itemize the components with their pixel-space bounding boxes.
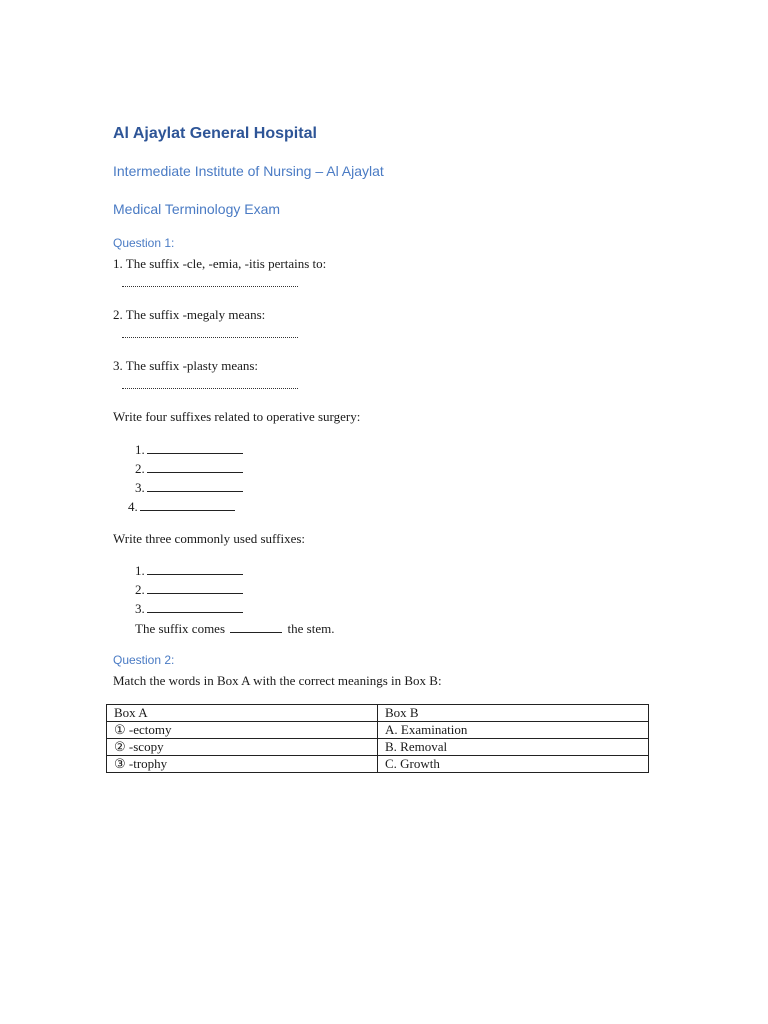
question1-heading: Question 1: [113, 236, 175, 250]
operative-item-number: 4. [128, 499, 138, 514]
institute-title: Intermediate Institute of Nursing – Al Ajaylat [113, 163, 384, 179]
table-header-row [107, 705, 649, 722]
table-row [107, 722, 649, 739]
blank-line[interactable] [147, 601, 243, 613]
answer-line-1[interactable] [122, 286, 298, 287]
answer-line-2[interactable] [122, 337, 298, 338]
blank-line[interactable] [147, 442, 243, 454]
common-item-number: 3. [135, 601, 145, 616]
box-b-cell: A. Examination [378, 722, 649, 739]
box-a-cell: ① -ectomy [107, 722, 378, 739]
operative-prompt: Write four suffixes related to operative surgery: [113, 409, 361, 424]
operative-item-4[interactable] [128, 499, 235, 515]
blank-line[interactable] [147, 480, 243, 492]
operative-item-1[interactable] [135, 442, 243, 458]
operative-item-number: 1. [135, 442, 145, 457]
common-item-2[interactable] [135, 582, 243, 598]
blank-line[interactable] [147, 563, 243, 575]
exam-title: Medical Terminology Exam [113, 201, 281, 217]
question1-item-1: 1. The suffix -cle, -emia, -itis pertains to: [113, 256, 327, 271]
question2-heading: Question 2: [113, 653, 175, 667]
common-item-number: 1. [135, 563, 145, 578]
table-row [107, 739, 649, 756]
operative-item-number: 3. [135, 480, 145, 495]
box-b-header: Box B [378, 705, 649, 722]
question1-item-2: 2. The suffix -megaly means: [113, 307, 266, 322]
box-a-cell: ③ -trophy [107, 756, 378, 773]
stem-sentence [135, 621, 334, 637]
operative-item-2[interactable] [135, 461, 243, 477]
common-item-1[interactable] [135, 563, 243, 579]
box-a-cell: ② -scopy [107, 739, 378, 756]
hospital-title: Al Ajaylat General Hospital [113, 125, 317, 142]
table-row [107, 756, 649, 773]
answer-line-3[interactable] [122, 388, 298, 389]
stem-text-after: the stem. [287, 621, 335, 636]
question2-prompt: Match the words in Box A with the correct meanings in Box B: [113, 673, 442, 688]
box-a-header: Box A [107, 705, 378, 722]
common-prompt: Write three commonly used suffixes: [113, 531, 306, 546]
box-b-cell: B. Removal [378, 739, 649, 756]
operative-item-number: 2. [135, 461, 145, 476]
common-item-3[interactable] [135, 601, 243, 617]
blank-line[interactable] [147, 582, 243, 594]
stem-blank[interactable] [230, 621, 282, 633]
common-item-number: 2. [135, 582, 145, 597]
question1-item-3: 3. The suffix -plasty means: [113, 358, 259, 373]
operative-item-3[interactable] [135, 480, 243, 496]
stem-text-before: The suffix comes [135, 621, 226, 636]
blank-line[interactable] [140, 499, 235, 511]
box-b-cell: C. Growth [378, 756, 649, 773]
matching-table [106, 704, 649, 773]
blank-line[interactable] [147, 461, 243, 473]
